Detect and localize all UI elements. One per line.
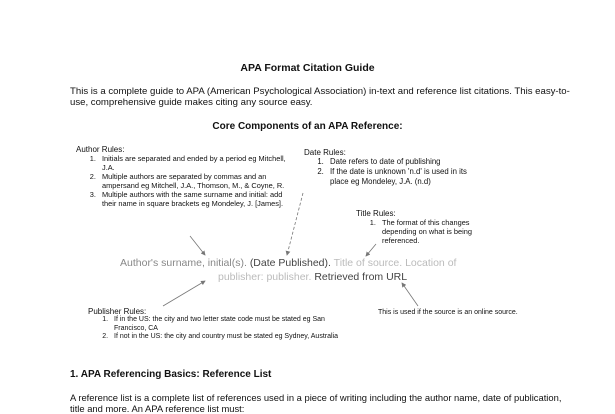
formula-date: (Date Published). xyxy=(249,257,331,269)
formula-location: Location of xyxy=(405,257,457,269)
arrow-title xyxy=(366,244,376,256)
list-item: 3. Multiple authors with the same surname and initial: add their name in square brackets eg Mondeley, J. [James]. xyxy=(98,190,286,208)
section-paragraph: A reference list is a complete list of references used in a piece of writing including the author name, date of publication, title and more. An APA reference list must: xyxy=(70,392,562,414)
arrow-author xyxy=(190,236,205,255)
date-rules-heading: Date Rules: xyxy=(304,148,346,157)
arrow-publisher xyxy=(163,281,205,306)
section-heading: 1. APA Referencing Basics: Reference List xyxy=(70,369,272,380)
formula-retrieved: Retrieved from URL xyxy=(314,271,408,283)
core-components-heading: Core Components of an APA Reference: xyxy=(212,121,403,132)
url-note: This is used if the source is an online source. xyxy=(378,309,518,316)
list-item: 1. Initials are separated and ended by a period eg Mitchell, J.A. xyxy=(98,154,286,172)
formula-publisher: publisher: publisher. xyxy=(218,271,312,283)
page-title: APA Format Citation Guide xyxy=(240,62,375,74)
list-item: 1. The format of this changes depending on what is being referenced. xyxy=(378,218,496,245)
author-rules-heading: Author Rules: xyxy=(76,145,125,154)
list-item: 1. If in the US: the city and two letter state code must be stated eg San Francisco, CA xyxy=(110,316,353,333)
list-item: 2. If not in the US: the city and country must be stated eg Sydney, Australia xyxy=(110,333,353,342)
intro-paragraph: This is a complete guide to APA (American Psychological Association) in-text and reference list citations. This easy-to-use, comprehensive guide makes citing any source easy. xyxy=(70,86,570,108)
formula-author: Author's surname, initial(s). xyxy=(120,257,247,269)
list-item: 2. If the date is unknown 'n.d' is used in its place eg Mondeley, J.A. (n.d) xyxy=(326,167,479,187)
formula-title: Title of source. xyxy=(333,257,403,269)
list-item: 1. Date refers to date of publishing xyxy=(326,157,479,167)
arrow-url xyxy=(402,283,418,306)
title-rules-heading: Title Rules: xyxy=(356,209,396,218)
publisher-rules-heading: Publisher Rules: xyxy=(88,307,147,316)
arrow-date xyxy=(287,193,303,255)
list-item: 2. Multiple authors are separated by commas and an ampersand eg Mitchell, J.A., Thomson, M., & Coyne, R. xyxy=(98,172,286,190)
